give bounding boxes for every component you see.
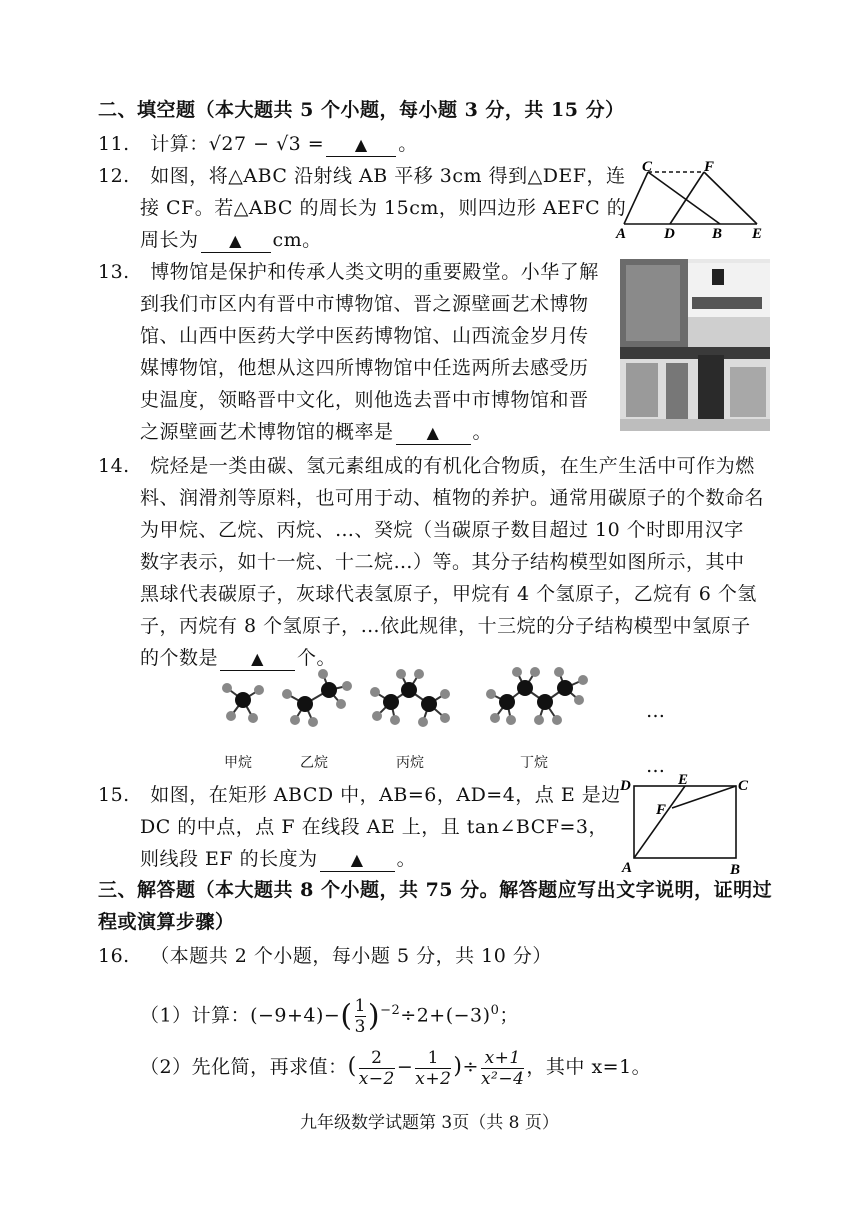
museum-photo (620, 259, 770, 431)
question-14-line-1: 14. 烷烃是一类由碳、氢元素组成的有机化合物质，在生产生活中可作为燃 (98, 455, 755, 477)
label-butane: 丁烷 (520, 755, 548, 771)
label-e: E (752, 226, 763, 240)
label-ethane: 乙烷 (300, 755, 328, 771)
question-number: 14. (98, 455, 130, 477)
question-15-line-3: 则线段 EF 的长度为 ▲ 。 (140, 848, 417, 870)
fraction-one-third: $\frac{1}{3}$ (354, 995, 366, 1037)
answer-blank: ▲ (326, 133, 396, 157)
question-13-line-1: 13. 博物馆是保护和传承人类文明的重要殿堂。小华了解 (98, 261, 599, 283)
question-16-intro: 16. （本题共 2 个小题，每小题 5 分，共 10 分） (98, 945, 552, 967)
answer-blank: ▲ (201, 229, 271, 253)
fraction-2-over-x-minus-2: $\frac{2}{x-2}$ (358, 1047, 395, 1089)
label-f: F (704, 159, 715, 175)
section-heading-solve-line-2: 程或演算步骤） (98, 911, 235, 933)
question-13-line-5: 史温度，领略晋中文化，则他选去晋中市博物馆和晋 (140, 389, 589, 411)
label-c: C (738, 778, 749, 794)
question-number: 12. (98, 165, 130, 187)
fraction-x-plus-1-over-x2-minus-4: $\frac{x+1}{\text{x²−4}}$ (480, 1047, 525, 1089)
question-16-part-2: （2）先化简，再求值：( $\frac{2}{x-2}$ − $\frac{1}{x+2}$ )÷ $\frac{x+1}{\text{x²−4}}$ ，其中 x=1。 (140, 1047, 652, 1089)
question-prefix: 计算： (150, 133, 209, 155)
question-13-line-3: 馆、山西中医药大学中医药博物馆、山西流金岁月传 (140, 325, 589, 347)
page-footer: 九年级数学试题第 3页（共 8 页） (300, 1113, 559, 1133)
section-heading-fill-in: 二、填空题（本大题共 5 个小题，每小题 3 分，共 15 分） (98, 99, 625, 121)
question-14-line-2: 料、润滑剂等原料，也可用于动、植物的养护。通常用碳原子的个数命名 (140, 487, 765, 509)
question-15-line-1: 15. 如图，在矩形 ABCD 中，AB=6，AD=4，点 E 是边 (98, 784, 621, 806)
question-15-line-2: DC 的中点，点 F 在线段 AE 上，且 tan∠BCF=3， (140, 816, 608, 838)
question-number: 16. (98, 945, 130, 967)
math-expression: √27 − √3 = (208, 133, 325, 155)
label-a: A (616, 226, 627, 240)
question-14-line-6: 子，丙烷有 8 个氢原子，…依此规律，十三烷的分子结构模型中氢原子 (140, 615, 751, 637)
question-14-line-5: 黑球代表碳原子，灰球代表氢原子，甲烷有 4 个氢原子，乙烷有 6 个氢 (140, 583, 757, 605)
label-propane: 丙烷 (396, 755, 424, 771)
answer-blank: ▲ (220, 647, 295, 671)
question-13-line-2: 到我们市区内有晋中市博物馆、晋之源壁画艺术博物 (140, 293, 589, 315)
rectangle-abcd-figure (616, 772, 756, 876)
molecule-ellipsis-top: … (646, 700, 666, 722)
answer-blank: ▲ (320, 848, 395, 872)
question-14-line-7: 的个数是 ▲ 个。 (140, 647, 337, 669)
question-12-line-1: 12. 如图，将△ABC 沿射线 AB 平移 3cm 得到△DEF，连 (98, 165, 626, 187)
label-f: F (656, 802, 667, 818)
question-12-line-3: 周长为 ▲ cm。 (140, 229, 322, 251)
translated-triangles-figure (612, 158, 772, 240)
label-b: B (712, 226, 723, 240)
question-13-line-6: 之源壁画艺术博物馆的概率是 ▲ 。 (140, 421, 493, 443)
question-14-line-3: 为甲烷、乙烷、丙烷、…、癸烷（当碳原子数目超过 10 个时即用汉字 (140, 519, 744, 541)
label-c: C (642, 159, 653, 175)
answer-blank: ▲ (396, 421, 471, 445)
molecule-ellipsis-bottom: … (646, 755, 666, 777)
fraction-1-over-x-plus-2: $\frac{1}{x+2}$ (415, 1047, 452, 1089)
alkane-molecules-figure (205, 660, 675, 740)
question-number: 13. (98, 261, 130, 283)
label-b: B (730, 862, 741, 876)
question-14-line-4: 数字表示，如十一烷、十二烷…）等。其分子结构模型如图所示，其中 (140, 551, 745, 573)
question-12-line-2: 接 CF。若△ABC 的周长为 15cm，则四边形 AEFC 的 (140, 197, 627, 219)
question-number: 15. (98, 784, 130, 806)
section-heading-solve-line-1: 三、解答题（本大题共 8 个小题，共 75 分。解答题应写出文字说明，证明过 (98, 879, 773, 901)
question-number: 11. (98, 133, 130, 155)
label-e: E (678, 772, 689, 788)
math-term: (−9+4)− (250, 1004, 341, 1027)
question-16-part-1: （1）计算：(−9+4)−( $\frac{1}{3}$ )$^{-2}\div 2+(-3)^0$； (140, 995, 519, 1037)
label-d: D (620, 778, 631, 794)
label-methane: 甲烷 (224, 755, 252, 771)
question-11: 11. 计算：√27 − √3 = ▲ 。 (98, 133, 418, 155)
label-d: D (664, 226, 675, 240)
label-a: A (622, 860, 633, 876)
question-13-line-4: 媒博物馆，他想从这四所博物馆中任选两所去感受历 (140, 357, 589, 379)
